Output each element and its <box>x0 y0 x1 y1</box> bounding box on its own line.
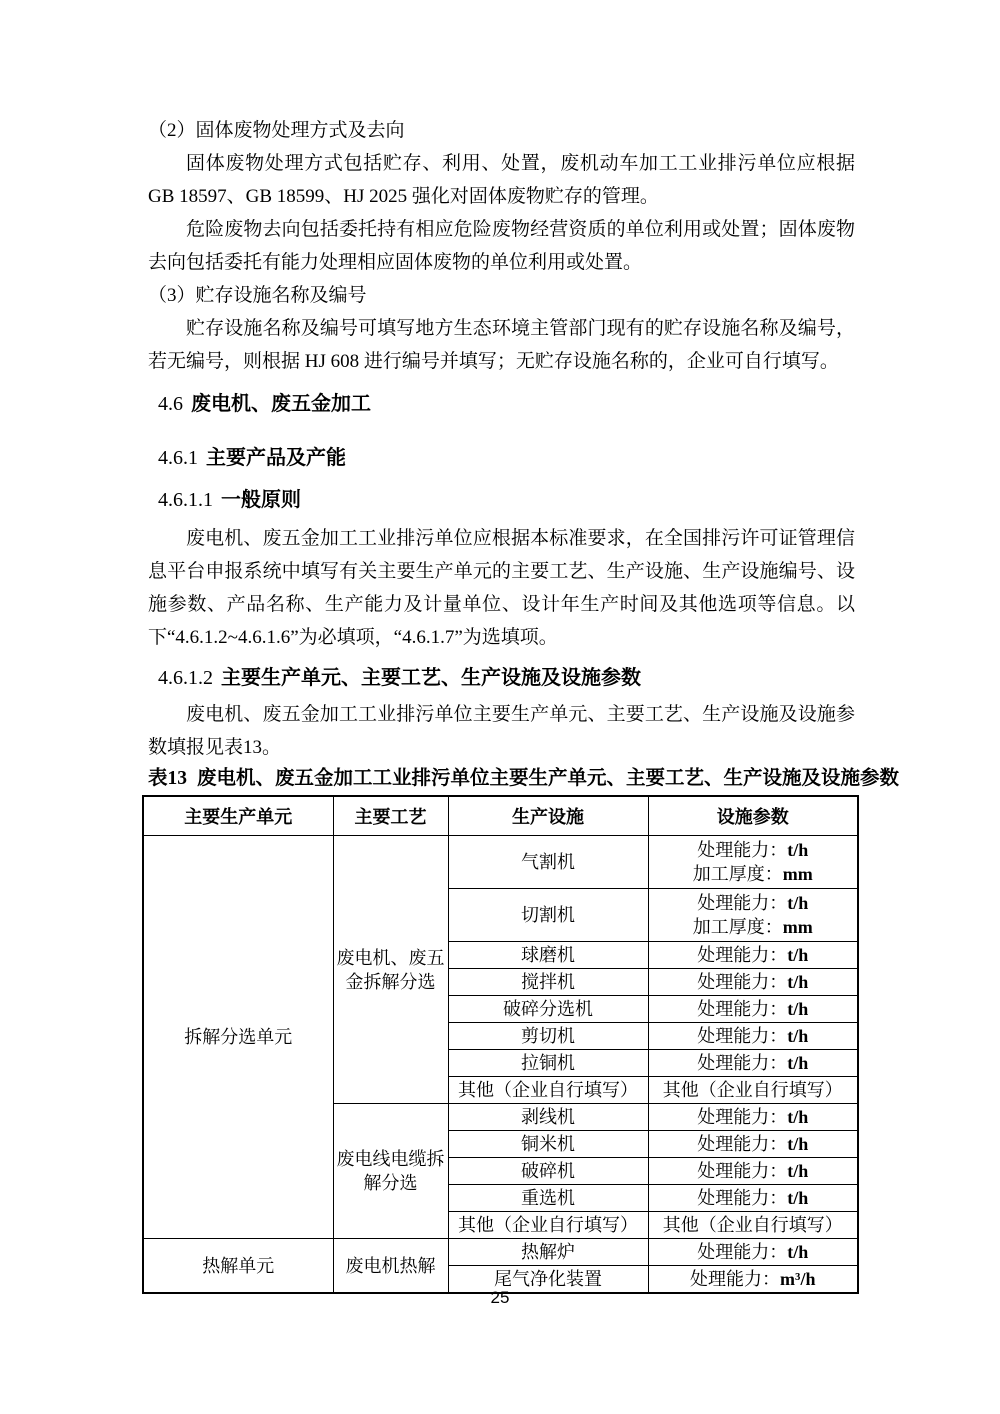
paragraph-solid-waste: 固体废物处理方式包括贮存、利用、处置，废机动车加工工业排污单位应根据 GB 18597、GB 18599、HJ 2025 强化对固体废物贮存的管理。 <box>148 153 855 207</box>
page-content <box>148 114 900 1294</box>
cell-facility: 重选机 <box>448 1185 648 1212</box>
column-header-process: 主要工艺 <box>333 796 448 836</box>
table-row <box>143 836 858 889</box>
parameter-line <box>652 997 855 1021</box>
cell-parameters <box>648 996 858 1023</box>
heading-4-6-1-2 <box>148 664 855 692</box>
column-header-facility: 生产设施 <box>448 796 648 836</box>
parameter-unit: t/h <box>787 1026 809 1046</box>
cell-facility: 热解炉 <box>448 1239 648 1266</box>
parameter-label: 处理能力： <box>697 1026 788 1046</box>
parameter-line <box>652 915 855 939</box>
parameter-label: 处理能力： <box>697 1242 788 1262</box>
heading-text: 废电机、废五金加工 <box>191 393 371 415</box>
parameter-label: 处理能力： <box>697 1053 788 1073</box>
item-3-heading: （3）贮存设施名称及编号 <box>148 285 367 306</box>
cell-parameters <box>648 1239 858 1266</box>
heading-text: 一般原则 <box>221 489 301 511</box>
cell-parameters <box>648 1023 858 1050</box>
cell-parameters <box>648 1131 858 1158</box>
parameter-line <box>652 1132 855 1156</box>
cell-process: 废电线电缆拆解分选 <box>333 1104 448 1239</box>
cell-facility: 尾气净化装置 <box>448 1266 648 1294</box>
cell-parameters <box>648 836 858 889</box>
parameter-unit: t/h <box>787 972 809 992</box>
parameter-line <box>652 1024 855 1048</box>
cell-facility: 剪切机 <box>448 1023 648 1050</box>
parameter-label: 处理能力： <box>697 1134 788 1154</box>
cell-process: 废电机、废五金拆解分选 <box>333 836 448 1104</box>
heading-number: 4.6 <box>158 393 183 415</box>
cell-parameters <box>648 969 858 996</box>
parameter-unit: t/h <box>787 1242 809 1262</box>
parameter-unit: t/h <box>787 840 809 860</box>
cell-production-unit: 热解单元 <box>143 1239 333 1294</box>
parameter-label: 加工厚度： <box>692 864 783 884</box>
cell-process: 废电机热解 <box>333 1239 448 1294</box>
parameter-unit: m³/h <box>780 1269 816 1289</box>
paragraph-hazardous-waste: 危险废物去向包括委托持有相应危险废物经营资质的单位利用或处置；固体废物去向包括委托有能力处理相应固体废物的单位利用或处置。 <box>148 219 855 273</box>
parameter-line <box>652 1213 855 1237</box>
cell-facility: 破碎机 <box>448 1158 648 1185</box>
parameter-label: 加工厚度： <box>692 917 783 937</box>
heading-number: 4.6.1 <box>158 447 198 469</box>
parameter-label: 处理能力： <box>697 945 788 965</box>
cell-parameters <box>648 1212 858 1239</box>
heading-number: 4.6.1.2 <box>158 667 213 689</box>
parameter-unit: mm <box>782 917 813 937</box>
paragraph-storage-facility: 贮存设施名称及编号可填写地方生态环境主管部门现有的贮存设施名称及编号，若无编号，则根据 HJ 608 进行编号并填写；无贮存设施名称的，企业可自行填写。 <box>148 318 855 372</box>
cell-facility: 剥线机 <box>448 1104 648 1131</box>
heading-4-6-1 <box>148 444 855 472</box>
parameter-line <box>652 862 855 886</box>
cell-parameters <box>648 1185 858 1212</box>
cell-parameters <box>648 942 858 969</box>
parameter-line <box>652 970 855 994</box>
parameter-label: 处理能力： <box>697 972 788 992</box>
cell-parameters <box>648 1104 858 1131</box>
parameter-unit: t/h <box>787 1134 809 1154</box>
parameter-line <box>652 891 855 915</box>
column-header-production-unit: 主要生产单元 <box>143 796 333 836</box>
parameter-unit: t/h <box>787 1053 809 1073</box>
heading-4-6-1-1 <box>148 486 855 514</box>
cell-facility: 切割机 <box>448 889 648 942</box>
cell-facility: 搅拌机 <box>448 969 648 996</box>
parameter-label: 其他（企业自行填写） <box>662 1080 843 1100</box>
parameter-label: 处理能力： <box>697 893 788 913</box>
parameter-label: 其他（企业自行填写） <box>662 1215 843 1235</box>
table-header-row <box>143 796 858 836</box>
parameter-label: 处理能力： <box>690 1269 781 1289</box>
parameter-label: 处理能力： <box>697 1161 788 1181</box>
cell-facility: 其他（企业自行填写） <box>448 1212 648 1239</box>
paragraph-table-reference: 废电机、废五金加工工业排污单位主要生产单元、主要工艺、生产设施及设施参数填报见表13。 <box>148 704 855 758</box>
parameter-unit: t/h <box>787 1107 809 1127</box>
parameter-line <box>652 1078 855 1102</box>
cell-facility: 气割机 <box>448 836 648 889</box>
cell-parameters <box>648 1158 858 1185</box>
parameter-unit: t/h <box>787 999 809 1019</box>
cell-facility: 拉铜机 <box>448 1050 648 1077</box>
table-13-title <box>148 766 900 791</box>
cell-facility: 铜米机 <box>448 1131 648 1158</box>
cell-production-unit: 拆解分选单元 <box>143 836 333 1239</box>
parameter-unit: mm <box>782 864 813 884</box>
heading-4-6 <box>148 390 855 418</box>
parameter-label: 处理能力： <box>697 1107 788 1127</box>
paragraph-general-principle: 废电机、废五金加工工业排污单位应根据本标准要求，在全国排污许可证管理信息平台申报系统中填写有关主要生产单元的主要工艺、生产设施、生产设施编号、设施参数、产品名称、生产能力及计量单位、设计年生产时间及其他选项等信息。以下“4.6.1.2~4.6.1.6”为必填项，“4.6.1.7”为选填项。 <box>148 528 855 648</box>
parameter-line <box>652 1186 855 1210</box>
parameter-unit: t/h <box>787 945 809 965</box>
parameter-unit: t/h <box>787 1161 809 1181</box>
parameter-line <box>652 943 855 967</box>
column-header-parameters: 设施参数 <box>648 796 858 836</box>
parameter-line <box>652 1159 855 1183</box>
page-number: 25 <box>490 1288 510 1307</box>
item-2-heading: （2）固体废物处理方式及去向 <box>148 120 405 141</box>
table-number: 表13 <box>148 768 188 789</box>
parameter-label: 处理能力： <box>697 999 788 1019</box>
cell-facility: 球磨机 <box>448 942 648 969</box>
table-row <box>143 1239 858 1266</box>
table-title-text: 废电机、废五金加工工业排污单位主要生产单元、主要工艺、生产设施及设施参数 <box>197 767 900 789</box>
heading-text: 主要生产单元、主要工艺、生产设施及设施参数 <box>221 667 641 689</box>
parameter-line <box>652 1051 855 1075</box>
cell-parameters <box>648 1050 858 1077</box>
parameter-line <box>652 1105 855 1129</box>
table-13 <box>142 795 859 1294</box>
parameter-line <box>652 1240 855 1264</box>
parameter-label: 处理能力： <box>697 840 788 860</box>
heading-text: 主要产品及产能 <box>206 447 346 469</box>
parameter-line <box>652 838 855 862</box>
parameter-label: 处理能力： <box>697 1188 788 1208</box>
heading-number: 4.6.1.1 <box>158 489 213 511</box>
cell-facility: 破碎分选机 <box>448 996 648 1023</box>
parameter-unit: t/h <box>787 893 809 913</box>
cell-parameters <box>648 889 858 942</box>
cell-parameters <box>648 1077 858 1104</box>
cell-facility: 其他（企业自行填写） <box>448 1077 648 1104</box>
parameter-unit: t/h <box>787 1188 809 1208</box>
